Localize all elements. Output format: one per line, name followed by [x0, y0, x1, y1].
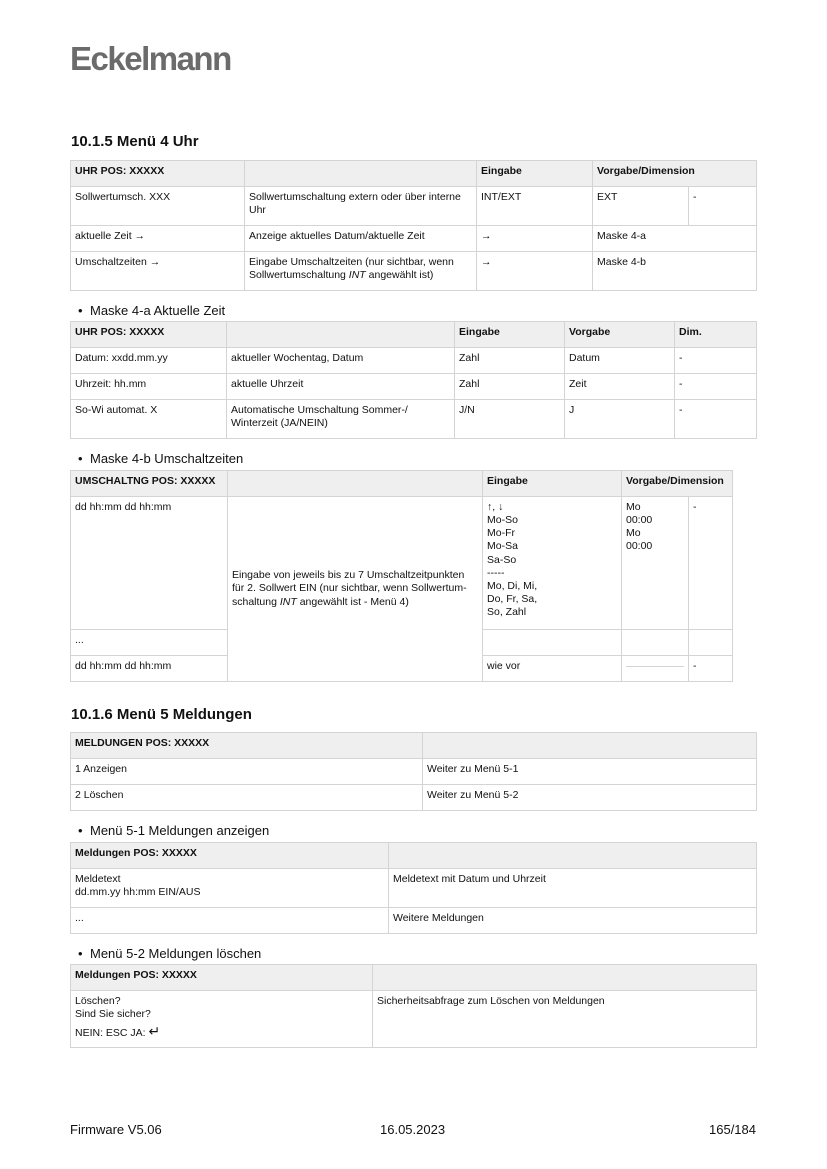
table-cell: Maske 4-a [593, 226, 757, 252]
table-cell: Anzeige aktuelles Datum/aktuelle Zeit [245, 226, 477, 252]
table-cell: Automatische Umschaltung Sommer-/ Winterzeit (JA/NEIN) [227, 400, 455, 439]
int-word: INT [279, 595, 297, 608]
line: Mo-Fr [487, 527, 515, 540]
line [75, 1023, 368, 1041]
header-cell [245, 161, 477, 187]
cell-text: Eingabe Umschaltzeiten (nur sichtbar, wenn Sollwertumschaltung [249, 256, 454, 282]
table-cell: Datum: xxdd.mm.yy [71, 348, 227, 374]
header-cell [389, 843, 757, 869]
table-cell: Umschaltzeiten → [71, 252, 245, 291]
line: Mo, Di, Mi, [487, 579, 538, 592]
table-cell: ... [71, 908, 389, 934]
line: Do, Fr, Sa, [487, 592, 538, 605]
table-cell: 1 Anzeigen [71, 759, 423, 785]
table-cell-vorgabe [622, 497, 689, 630]
header-cell: Eingabe [455, 322, 565, 348]
table-cell: Maske 4-b [593, 252, 757, 291]
line: Sind Sie sicher? [75, 1008, 151, 1021]
table-menu-5-meldungen [70, 732, 757, 811]
table-menu-4-uhr [70, 160, 757, 291]
header-cell: MELDUNGEN POS: XXXXX [71, 733, 423, 759]
table-cell-description [228, 497, 483, 682]
table-menu-5-1 [70, 842, 757, 934]
header-cell [227, 322, 455, 348]
table-cell [622, 630, 689, 656]
header-cell: Meldungen POS: XXXXX [71, 843, 389, 869]
table-cell: Sollwertumsch. XXX [71, 187, 245, 226]
table-cell: J/N [455, 400, 565, 439]
table-cell: aktueller Wochentag, Datum [227, 348, 455, 374]
line: So, Zahl [487, 606, 527, 618]
table-cell: Meldetext mit Datum und Uhrzeit [389, 869, 757, 908]
header-cell: UHR POS: XXXXX [71, 161, 245, 187]
bullet-label: Menü 5-1 Meldungen anzeigen [90, 823, 270, 838]
footer-firmware: Firmware V5.06 [70, 1122, 162, 1137]
table-cell: → [477, 252, 593, 291]
table-cell: wie vor [483, 656, 622, 682]
header-cell [423, 733, 757, 759]
table-cell: - [675, 400, 757, 439]
line: Mo-So [487, 514, 518, 527]
table-cell [71, 869, 389, 908]
table-cell: - [675, 374, 757, 400]
table-cell: - [689, 187, 757, 226]
header-cell [228, 471, 483, 497]
table-cell: Zahl [455, 374, 565, 400]
table-menu-5-2 [70, 964, 757, 1048]
bullet-maske-4a: • Maske 4-a Aktuelle Zeit [78, 303, 226, 318]
table-cell: Weiter zu Menü 5-2 [423, 785, 757, 811]
header-cell: UHR POS: XXXXX [71, 322, 227, 348]
enter-icon: ↵ [148, 1023, 161, 1040]
table-cell: dd hh:mm dd hh:mm [71, 497, 228, 630]
header-cell: Vorgabe/Dimension [622, 471, 733, 497]
section-title-menu-5: 10.1.6 Menü 5 Meldungen [71, 706, 252, 723]
table-cell [245, 252, 477, 291]
cell-text: Eingabe von jeweils bis zu 7 Umschaltzeitpunkten für 2. Sollwert EIN (nur sichtbar, wenn Sollwertum- schaltung [232, 569, 467, 608]
header-cell [373, 965, 757, 991]
bullet-label: Menü 5-2 Meldungen löschen [90, 946, 262, 961]
bullet-maske-4b: • Maske 4-b Umschaltzeiten [78, 451, 244, 466]
eckelmann-logo: Eckelmann [70, 40, 231, 77]
table-cell: INT/EXT [477, 187, 593, 226]
cell-text: angewählt ist - Menü 4) [296, 595, 409, 608]
table-cell: Uhrzeit: hh.mm [71, 374, 227, 400]
bullet-label: Maske 4-b Umschaltzeiten [90, 451, 244, 466]
header-cell: Vorgabe/Dimension [593, 161, 757, 187]
section-title-menu-4: 10.1.5 Menü 4 Uhr [71, 133, 199, 150]
table-cell: dd hh:mm dd hh:mm [71, 656, 228, 682]
table-cell: - [689, 497, 733, 630]
header-cell: Eingabe [477, 161, 593, 187]
table-cell: Sicherheitsabfrage zum Löschen von Meldungen [373, 991, 757, 1048]
line: Sa-So [487, 553, 517, 566]
footer-page-number: 165/184 [709, 1122, 756, 1137]
header-cell: UMSCHALTNG POS: XXXXX [71, 471, 228, 497]
table-maske-4a [70, 321, 757, 439]
bullet-label: Maske 4-a Aktuelle Zeit [90, 303, 226, 318]
table-cell: - [689, 656, 733, 682]
header-cell: Vorgabe [565, 322, 675, 348]
line: 00:00 [626, 514, 653, 527]
table-cell-eingabe [483, 497, 622, 630]
table-cell: 2 Löschen [71, 785, 423, 811]
line: dd.mm.yy hh:mm EIN/AUS [75, 886, 201, 899]
bullet-menu-5-1: • Menü 5-1 Meldungen anzeigen [78, 823, 270, 838]
line: Meldetext [75, 873, 121, 885]
cell-text: angewählt ist) [365, 269, 434, 282]
line: Löschen? [75, 995, 121, 1007]
table-cell: Weitere Meldungen [389, 908, 757, 934]
header-cell: Eingabe [483, 471, 622, 497]
table-cell: Zahl [455, 348, 565, 374]
table-cell: aktuelle Uhrzeit [227, 374, 455, 400]
table-cell: aktuelle Zeit → [71, 226, 245, 252]
int-word: INT [348, 269, 366, 282]
table-cell: So-Wi automat. X [71, 400, 227, 439]
table-cell [483, 630, 622, 656]
table-cell: → [477, 226, 593, 252]
divider [626, 666, 684, 667]
line-text: NEIN: ESC JA: [75, 1027, 146, 1040]
table-cell [622, 656, 689, 682]
table-cell: ... [71, 630, 228, 656]
table-cell: - [675, 348, 757, 374]
line: Mo [626, 501, 641, 513]
footer-date: 16.05.2023 [380, 1122, 446, 1137]
line: ----- [487, 566, 505, 579]
line: ↑, ↓ [487, 501, 504, 513]
table-cell [689, 630, 733, 656]
bullet-menu-5-2: • Menü 5-2 Meldungen löschen [78, 946, 262, 961]
header-cell: Meldungen POS: XXXXX [71, 965, 373, 991]
header-cell: Dim. [675, 322, 757, 348]
line: 00:00 [626, 540, 653, 553]
table-cell: Sollwertumschaltung extern oder über interne Uhr [245, 187, 477, 226]
table-cell [71, 991, 373, 1048]
table-maske-4b [70, 470, 733, 682]
table-cell: EXT [593, 187, 689, 226]
line: Mo-Sa [487, 540, 518, 553]
table-cell: Datum [565, 348, 675, 374]
line: Mo [626, 527, 641, 540]
table-cell: Weiter zu Menü 5-1 [423, 759, 757, 785]
table-cell: Zeit [565, 374, 675, 400]
table-cell: J [565, 400, 675, 439]
